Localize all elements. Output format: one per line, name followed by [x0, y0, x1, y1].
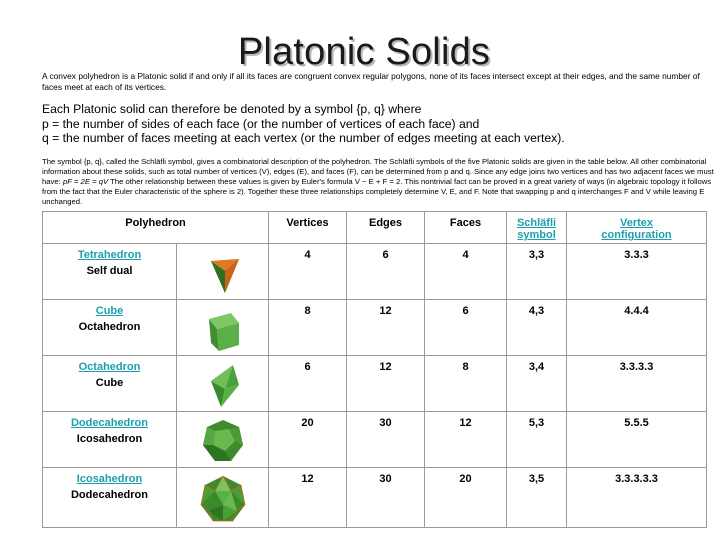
octahedron-icon [193, 361, 253, 411]
vertices-cell: 8 [269, 300, 347, 356]
faces-cell: 4 [425, 244, 507, 300]
faces-cell: 6 [425, 300, 507, 356]
header-polyhedron: Polyhedron [43, 212, 269, 244]
vertex-config-cell: 3.3.3 [567, 244, 707, 300]
symbol-line: Each Platonic solid can therefore be denoted by a symbol {p, q} where [42, 102, 422, 116]
formula: pF = 2E = qV [62, 177, 109, 186]
dual-label: Icosahedron [76, 433, 143, 445]
schlafli-link[interactable]: Schläfli symbol [516, 217, 557, 241]
symbol-definition [42, 102, 722, 146]
schlafli-cell: 3,4 [507, 356, 567, 412]
table-row [43, 300, 707, 356]
octahedron-link[interactable]: Octahedron [78, 361, 141, 373]
platonic-solids-table [42, 211, 707, 528]
icosahedron-link[interactable]: Icosahedron [76, 473, 143, 485]
polyhedron-image-cell [177, 300, 269, 356]
icosahedron-icon [193, 473, 253, 527]
table-row [43, 468, 707, 528]
intro-paragraph: A convex polyhedron is a Platonic solid if and only if all its faces are congruent convex regular polygons, none of its faces intersect except at their edges, and the same number of faces meet at each of its vertices. [42, 71, 700, 92]
edges-cell: 12 [347, 356, 425, 412]
page-title: Platonic Solids [237, 31, 491, 73]
dodecahedron-link[interactable]: Dodecahedron [70, 417, 148, 429]
vertices-cell: 4 [269, 244, 347, 300]
schlafli-paragraph-start: The symbol {p, q}, called the Schläfli symbol, gives a combinatorial description of the polyhedron. The Schläfli symbols of the five Platonic solids are given in the table below. All other combinatorial information about these solids, such as total number of vertices (V), edges (E), and faces (F), can be determined from p and q. Since any edge joins two vertices and has two adjacent faces we must have: [42, 157, 714, 186]
polyhedron-image-cell [177, 356, 269, 412]
vertices-cell: 12 [269, 468, 347, 528]
vertex-config-cell: 5.5.5 [567, 412, 707, 468]
polyhedron-name-cell [43, 244, 177, 300]
schlafli-cell: 4,3 [507, 300, 567, 356]
faces-cell: 12 [425, 412, 507, 468]
faces-cell: 20 [425, 468, 507, 528]
vertices-cell: 20 [269, 412, 347, 468]
header-schlafli [507, 212, 567, 244]
schlafli-cell: 5,3 [507, 412, 567, 468]
polyhedron-image-cell [177, 412, 269, 468]
vertex-configuration-link[interactable]: Vertex configuration [601, 217, 672, 241]
table-row [43, 412, 707, 468]
schlafli-paragraph [42, 157, 722, 207]
dual-label: Dodecahedron [70, 489, 148, 501]
symbol-line: p = the number of sides of each face (or the number of vertices of each face) and [42, 116, 480, 131]
faces-cell: 8 [425, 356, 507, 412]
tetrahedron-icon [193, 249, 253, 299]
edges-cell: 6 [347, 244, 425, 300]
table-row [43, 356, 707, 412]
polyhedron-name-cell [43, 300, 177, 356]
edges-cell: 12 [347, 300, 425, 356]
cube-link[interactable]: Cube [95, 305, 124, 317]
schlafli-paragraph-end: The other relationship between these values is given by Euler's formula V − E + F = 2. This nontrivial fact can be proved in a great variety of ways (in algebraic topology it follows from the fact that the Euler characteristic of the sphere is 2). Together these three relationships completely determine V, E, and F. Note that swapping p and q interchanges F and V while leaving E unchanged. [42, 177, 712, 206]
cube-icon [193, 305, 253, 355]
dual-label: Self dual [86, 265, 133, 277]
header-vertex-configuration [567, 212, 707, 244]
polyhedron-image-cell [177, 244, 269, 300]
polyhedron-name-cell [43, 412, 177, 468]
header-faces: Faces [425, 212, 507, 244]
vertex-config-cell: 3.3.3.3.3 [567, 468, 707, 528]
polyhedron-name-cell [43, 356, 177, 412]
polyhedron-image-cell [177, 468, 269, 528]
vertices-cell: 6 [269, 356, 347, 412]
table-row [43, 244, 707, 300]
header-vertices: Vertices [269, 212, 347, 244]
symbol-line: q = the number of faces meeting at each vertex (or the number of edges meeting at each vertex). [42, 131, 565, 146]
schlafli-cell: 3,5 [507, 468, 567, 528]
dodecahedron-icon [193, 417, 253, 467]
polyhedron-name-cell [43, 468, 177, 528]
dual-label: Octahedron [78, 321, 141, 333]
vertex-config-cell: 3.3.3.3 [567, 356, 707, 412]
header-edges: Edges [347, 212, 425, 244]
table-header-row [43, 212, 707, 244]
edges-cell: 30 [347, 468, 425, 528]
dual-label: Cube [95, 377, 124, 389]
vertex-config-cell: 4.4.4 [567, 300, 707, 356]
schlafli-cell: 3,3 [507, 244, 567, 300]
tetrahedron-link[interactable]: Tetrahedron [77, 249, 142, 261]
edges-cell: 30 [347, 412, 425, 468]
